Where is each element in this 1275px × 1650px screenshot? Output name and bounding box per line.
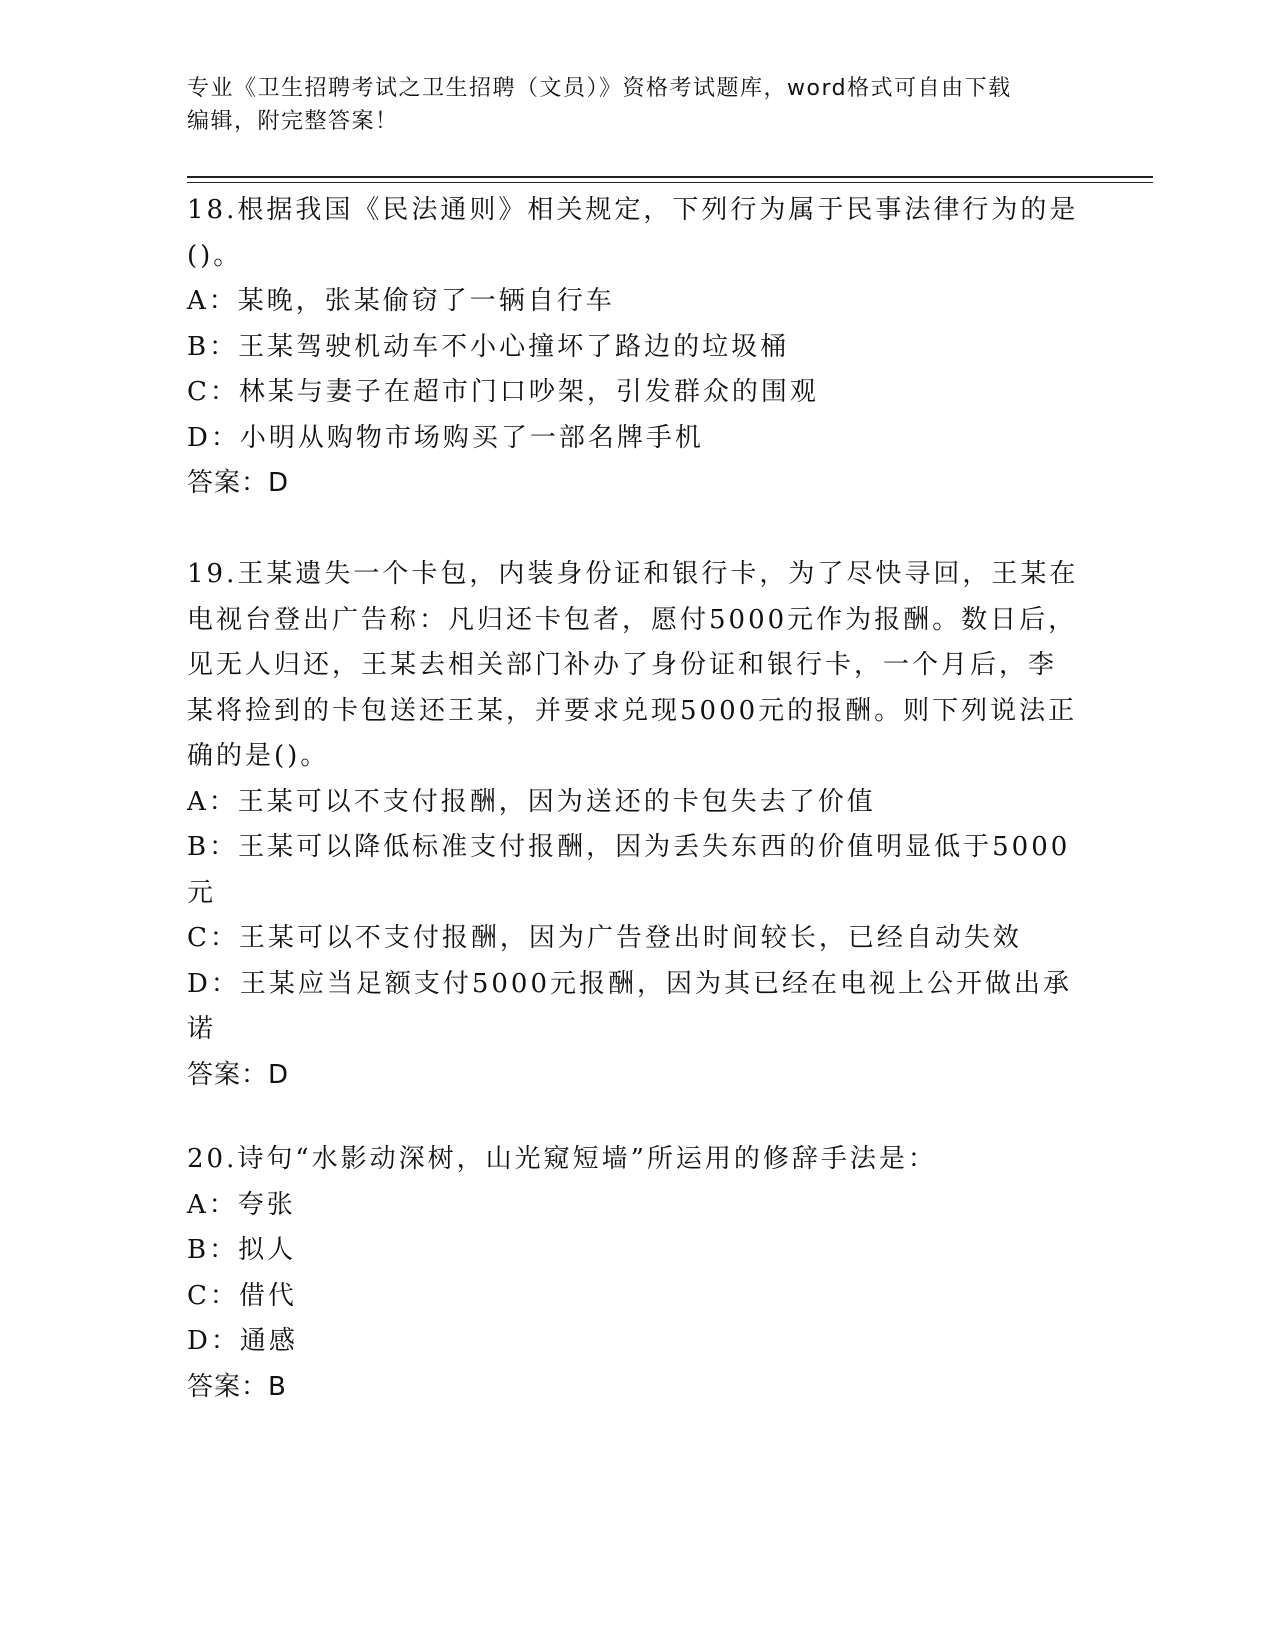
header-line-2: 编辑，附完整答案！: [187, 109, 399, 134]
option-a: A：夸张: [187, 1189, 296, 1220]
option-b: B：王某可以降低标准支付报酬，因为丢失东西的价值明显低于5000: [187, 832, 1071, 862]
option-d: D：通感: [187, 1326, 298, 1356]
answer-line: 答案：B: [187, 1371, 287, 1402]
answer-line: 答案：D: [187, 468, 290, 498]
question-stem-line: 20.诗句“水影动深树，山光窥短墙”所运用的修辞手法是：: [187, 1144, 937, 1174]
header-divider-thin: [187, 182, 1153, 183]
option-b-continuation: 元: [187, 877, 217, 908]
option-c: C：借代: [187, 1280, 297, 1311]
question-stem-line: 19.王某遗失一个卡包，内装身份证和银行卡，为了尽快寻回，王某在: [187, 559, 1079, 589]
question-stem-line: 电视台登出广告称：凡归还卡包者，愿付5000元作为报酬。数日后，: [187, 604, 1078, 635]
question-19: [187, 552, 1087, 1098]
question-stem-line: ()。: [187, 240, 243, 271]
question-stem-line: 见无人归还，王某去相关部门补办了身份证和银行卡，一个月后，李: [187, 650, 1058, 680]
question-20: [187, 1137, 1087, 1410]
option-d: D：王某应当足额支付5000元报酬，因为其已经在电视上公开做出承: [187, 968, 1073, 999]
document-header: [187, 72, 1067, 138]
option-c: C：林某与妻子在超市门口吵架，引发群众的围观: [187, 377, 819, 407]
header-divider-thick: [187, 176, 1153, 178]
question-stem-line: 某将捡到的卡包送还王某，并要求兑现5000元的报酬。则下列说法正: [187, 695, 1078, 726]
header-line-1: 专业《卫生招聘考试之卫生招聘（文员）》资格考试题库，word格式可自由下载: [187, 76, 1012, 101]
option-b: B：拟人: [187, 1235, 297, 1265]
option-b: B：王某驾驶机动车不小心撞坏了路边的垃圾桶: [187, 331, 790, 362]
option-c: C：王某可以不支付报酬，因为广告登出时间较长，已经自动失效: [187, 923, 1022, 953]
option-d-continuation: 诺: [187, 1014, 217, 1044]
question-18: [187, 188, 1087, 507]
question-stem-line: 18.根据我国《民法通则》相关规定，下列行为属于民事法律行为的是: [187, 195, 1079, 225]
option-d: D：小明从购物市场购买了一部名牌手机: [187, 422, 704, 453]
answer-line: 答案：D: [187, 1059, 290, 1090]
option-a: A：王某可以不支付报酬，因为送还的卡包失去了价值: [187, 786, 876, 817]
option-a: A：某晚，张某偷窃了一辆自行车: [187, 286, 615, 316]
question-stem-line: 确的是()。: [187, 741, 330, 771]
